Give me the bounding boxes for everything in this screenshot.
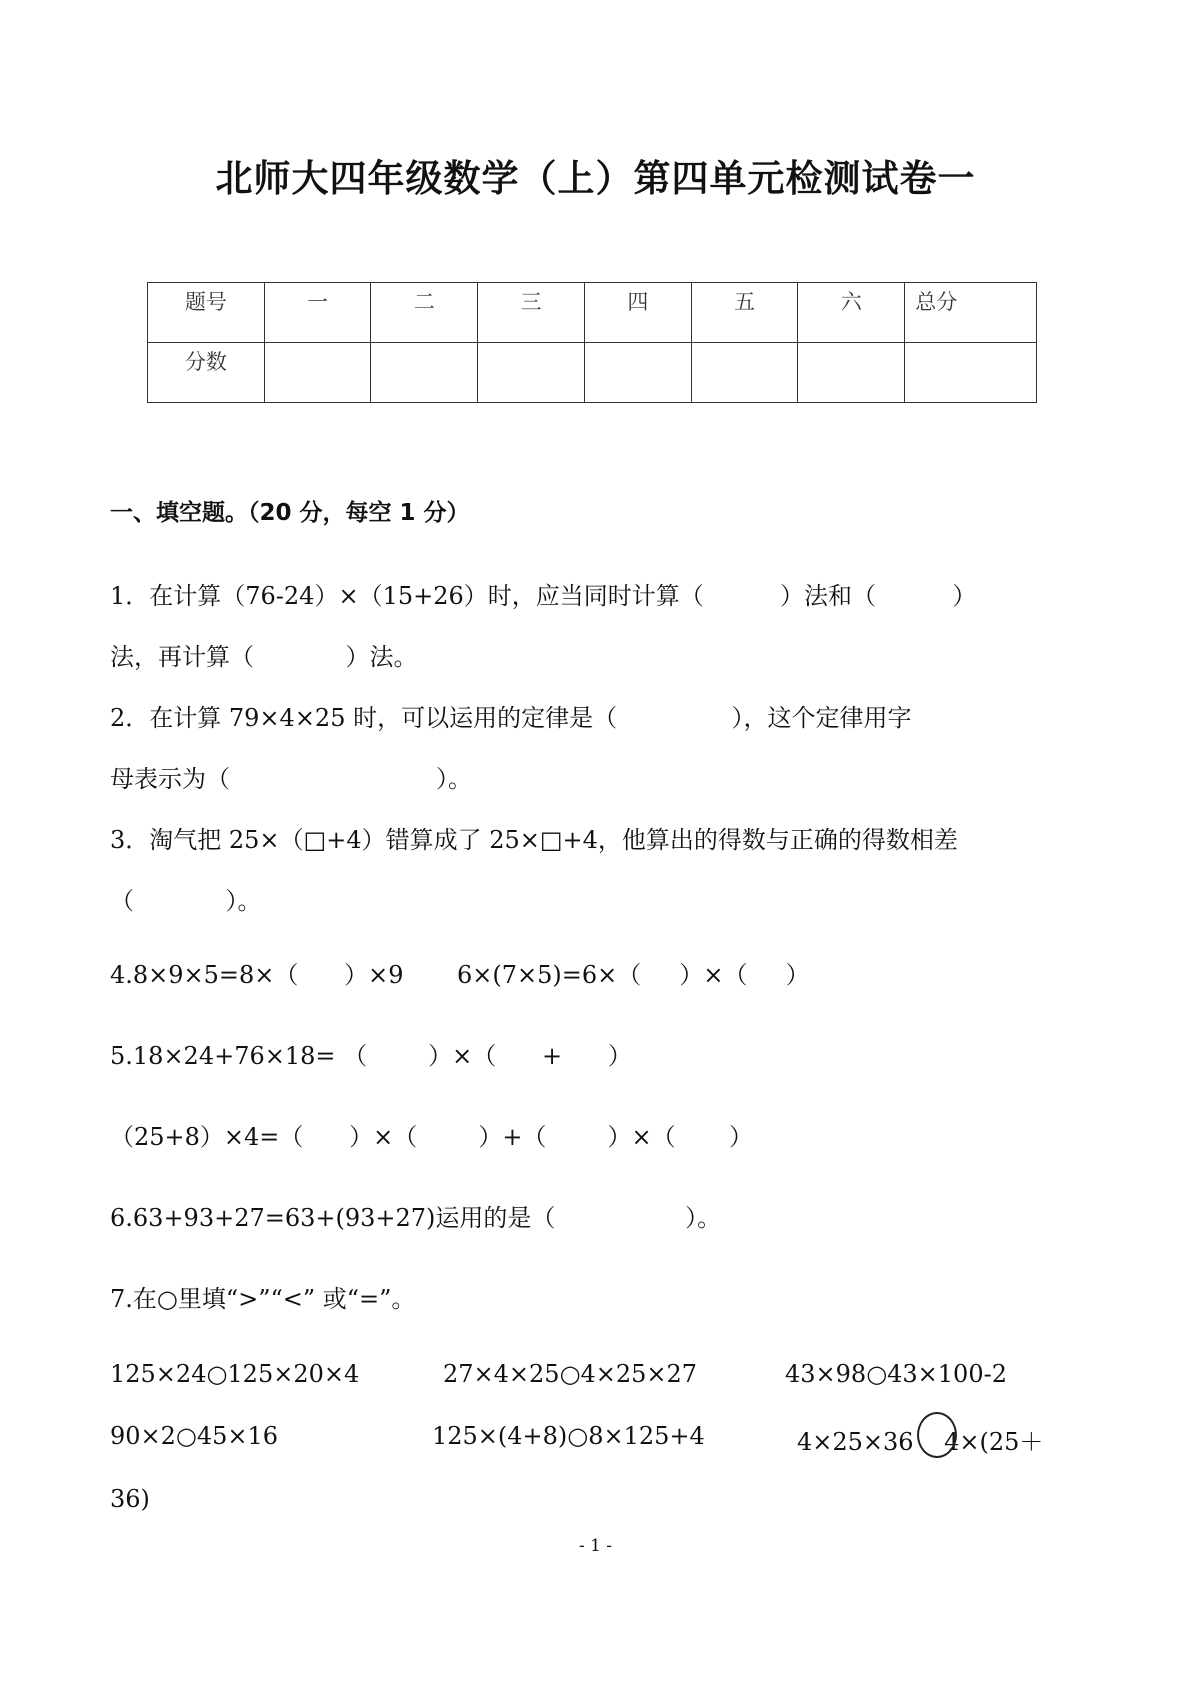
table-cell: 四 [584,283,691,343]
question-4: 4.8×9×5=8×（ ）×9 6×(7×5)=6×（ ）×（ ） [110,961,810,989]
table-cell: 题号 [148,283,265,343]
question-6: 6.63+93+27=63+(93+27)运用的是（ ）。 [110,1204,722,1232]
question-7-instruction: 7.在○里填“>”“<” 或“=”。 [110,1285,416,1313]
question-2-line-2: 母表示为（ ）。 [110,765,472,793]
large-circle-blank [917,1412,957,1458]
comparison-item: 4×25×36 4×(25＋ [797,1428,1044,1456]
question-3-line-1: 3．淘气把 25×（□+4）错算成了 25×□+4，他算出的得数与正确的得数相差 [110,826,958,854]
question-1-line-2: 法，再计算（ ）法。 [110,643,418,671]
score-table-header-row [148,283,1037,343]
question-1-line-1: 1．在计算（76-24）×（15+26）时，应当同时计算（ ）法和（ ） [110,582,977,610]
score-table-score-row [148,343,1037,403]
table-cell: 总分 [905,283,1037,343]
score-cell [264,343,371,403]
score-cell [905,343,1037,403]
question-5-line-2: （25+8）×4=（ ）×（ ）+（ ）×（ ） [110,1123,753,1151]
question-2-line-1: 2．在计算 79×4×25 时，可以运用的定律是（ ），这个定律用字 [110,704,912,732]
comparison-item: 125×24○125×20×4 [110,1360,360,1388]
page-title: 北师大四年级数学（上）第四单元检测试卷一 [215,157,976,200]
comparison-item: 27×4×25○4×25×27 [443,1360,698,1388]
table-cell: 五 [691,283,798,343]
score-cell [584,343,691,403]
score-cell [691,343,798,403]
comparison-item: 43×98○43×100-2 [785,1360,1007,1388]
score-table [147,282,1037,403]
table-cell: 六 [798,283,905,343]
comparison-wrap-tail: 36) [110,1485,150,1513]
table-cell: 二 [371,283,478,343]
score-cell [478,343,585,403]
question-3-line-2: （ ）。 [110,887,262,915]
page-number: - 1 - [578,1536,613,1556]
table-cell: 一 [264,283,371,343]
table-cell: 分数 [148,343,265,403]
comparison-item: 90×2○45×16 [110,1422,279,1450]
table-cell: 三 [478,283,585,343]
score-cell [798,343,905,403]
section-heading: 一、填空题。（20 分，每空 1 分） [110,500,470,526]
score-cell [371,343,478,403]
question-5-line-1: 5.18×24+76×18= （ ）×（ + ） [110,1042,632,1070]
comparison-item: 125×(4+8)○8×125+4 [432,1422,705,1450]
